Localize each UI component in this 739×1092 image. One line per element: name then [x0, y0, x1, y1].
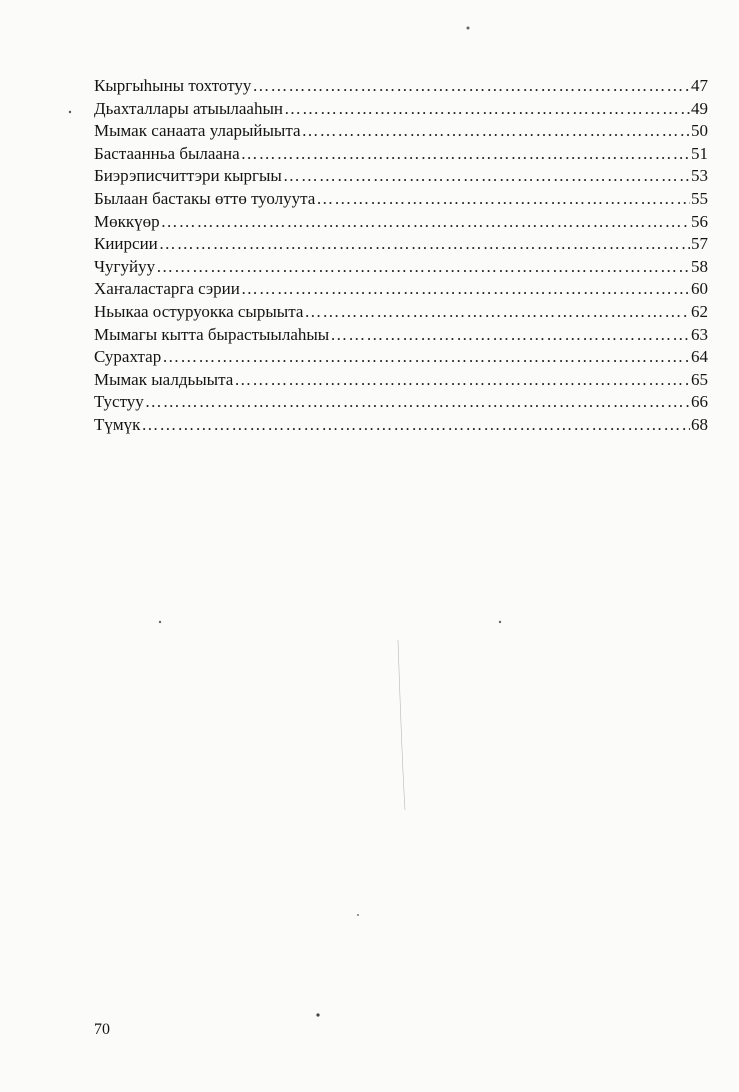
toc-entry-page: 57	[691, 234, 708, 254]
toc-entry-title: Былаан бастакы өттө туолуута	[94, 188, 316, 208]
toc-entry	[94, 144, 708, 167]
toc-entry	[94, 257, 708, 280]
toc-dot-leader	[302, 121, 690, 141]
toc-entry-title: Чугуйуу	[94, 256, 156, 276]
toc-dot-leader	[284, 99, 690, 119]
toc-entry	[94, 302, 708, 325]
toc-entry-title: Түмүк	[94, 414, 141, 434]
toc-entry-title: Дьахталлары атыылааһын	[94, 98, 283, 118]
toc-dot-leader	[316, 189, 690, 209]
toc-entry-title: Кыргыһыны тохтотуу	[94, 76, 252, 95]
toc-entry-title: Тустуу	[94, 392, 144, 412]
toc-entry-page: 50	[691, 121, 708, 141]
toc-entry	[94, 415, 708, 438]
toc-entry-page: 47	[691, 76, 708, 95]
toc-dot-leader	[330, 325, 690, 345]
toc-entry-page: 60	[691, 279, 708, 299]
toc-entry	[94, 279, 708, 302]
toc-entry-page: 55	[691, 188, 708, 208]
toc-entry	[94, 76, 708, 99]
toc-entry	[94, 189, 708, 212]
toc-entry-page: 63	[691, 324, 708, 344]
toc-dot-leader	[234, 370, 690, 390]
toc-entry	[94, 121, 708, 144]
toc-entry	[94, 370, 708, 393]
toc-entry-title: Биэрэписчиттэри кыргыы	[94, 166, 282, 186]
toc-entry-page: 53	[691, 166, 708, 186]
toc-entry-title: Мөккүөр	[94, 211, 160, 231]
toc-entry-title: Киирсии	[94, 234, 158, 254]
toc-entry	[94, 392, 708, 415]
toc-dot-leader	[304, 302, 690, 322]
page-number: 70	[94, 1021, 110, 1038]
toc-dot-leader	[283, 166, 690, 186]
toc-entry-page: 51	[691, 143, 708, 163]
toc-entry	[94, 166, 708, 189]
toc-entry	[94, 234, 708, 257]
toc-dot-leader	[159, 234, 690, 254]
toc-entry-title: Бастаанньа былаана	[94, 143, 240, 163]
toc-entry-title: Мымак санаата уларыйыыта	[94, 121, 301, 141]
toc-dot-leader	[162, 347, 690, 367]
toc-entry-page: 49	[691, 98, 708, 118]
toc-entry-page: 68	[691, 414, 708, 434]
toc-entry-page: 56	[691, 211, 708, 231]
table-of-contents	[94, 76, 708, 438]
toc-entry	[94, 99, 708, 122]
toc-entry-title: Мымагы кытта быраcтыылаһыы	[94, 324, 330, 344]
toc-entry-page: 64	[691, 347, 708, 367]
toc-entry-title: Хаҥаластарга сэрии	[94, 279, 240, 299]
toc-entry-page: 62	[691, 301, 708, 321]
toc-dot-leader	[141, 415, 690, 435]
toc-dot-leader	[252, 76, 690, 96]
toc-entry-page: 66	[691, 392, 708, 412]
toc-entry-page: 58	[691, 256, 708, 276]
toc-dot-leader	[241, 279, 690, 299]
toc-entry	[94, 212, 708, 235]
toc-dot-leader	[161, 212, 690, 232]
toc-entry-title: Сурахтар	[94, 347, 162, 367]
toc-entry-title: Ньыкаа остуруокка сырыыта	[94, 301, 304, 321]
toc-entry-page: 65	[691, 369, 708, 389]
toc-dot-leader	[241, 144, 690, 164]
toc-dot-leader	[145, 392, 690, 412]
toc-entry-title: Мымак ыалдьыыта	[94, 369, 234, 389]
toc-entry	[94, 347, 708, 370]
toc-dot-leader	[156, 257, 690, 277]
toc-entry	[94, 325, 708, 348]
